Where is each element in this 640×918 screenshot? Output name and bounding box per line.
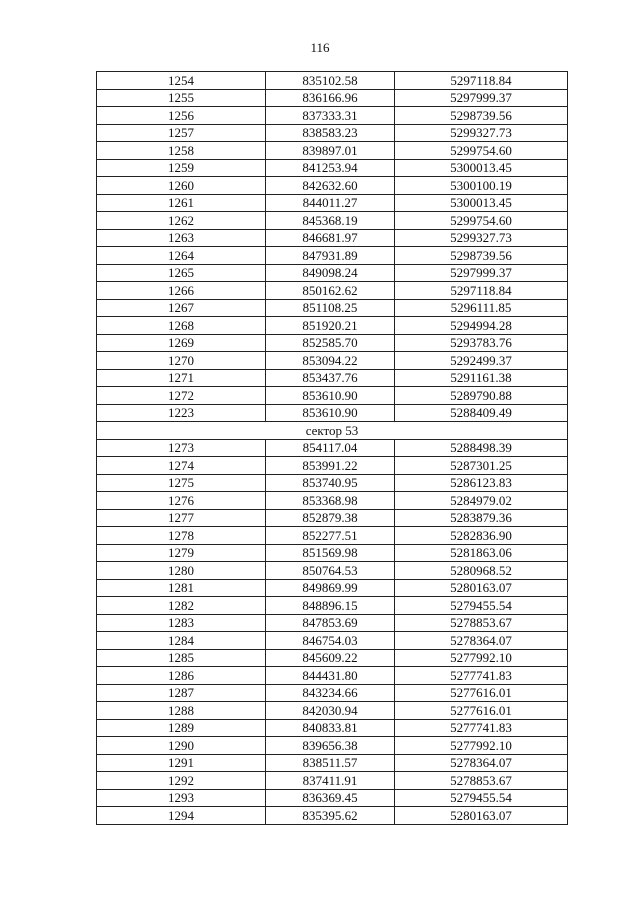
coordinates-table-body: [97, 72, 568, 825]
y-coordinate-cell: 5283879.36: [395, 509, 568, 527]
point-number-cell: 1269: [97, 334, 266, 352]
y-coordinate-cell: 5297118.84: [395, 72, 568, 90]
x-coordinate-cell: 853991.22: [266, 457, 395, 475]
y-coordinate-cell: 5278853.67: [395, 772, 568, 790]
y-coordinate-cell: 5280163.07: [395, 579, 568, 597]
y-coordinate-cell: 5279455.54: [395, 597, 568, 615]
table-row: [97, 177, 568, 195]
point-number-cell: 1291: [97, 754, 266, 772]
x-coordinate-cell: 853437.76: [266, 369, 395, 387]
x-coordinate-cell: 840833.81: [266, 719, 395, 737]
table-row: [97, 807, 568, 825]
x-coordinate-cell: 851108.25: [266, 299, 395, 317]
point-number-cell: 1276: [97, 492, 266, 510]
point-number-cell: 1292: [97, 772, 266, 790]
x-coordinate-cell: 853610.90: [266, 387, 395, 405]
x-coordinate-cell: 853740.95: [266, 474, 395, 492]
x-coordinate-cell: 844011.27: [266, 194, 395, 212]
table-row: [97, 509, 568, 527]
y-coordinate-cell: 5299327.73: [395, 124, 568, 142]
x-coordinate-cell: 847931.89: [266, 247, 395, 265]
x-coordinate-cell: 839656.38: [266, 737, 395, 755]
y-coordinate-cell: 5282836.90: [395, 527, 568, 545]
section-header-row: [97, 422, 568, 440]
table-row: [97, 719, 568, 737]
y-coordinate-cell: 5300013.45: [395, 194, 568, 212]
point-number-cell: 1271: [97, 369, 266, 387]
y-coordinate-cell: 5287301.25: [395, 457, 568, 475]
table-row: [97, 789, 568, 807]
point-number-cell: 1255: [97, 89, 266, 107]
point-number-cell: 1288: [97, 702, 266, 720]
point-number-cell: 1266: [97, 282, 266, 300]
x-coordinate-cell: 853368.98: [266, 492, 395, 510]
point-number-cell: 1260: [97, 177, 266, 195]
table-row: [97, 544, 568, 562]
table-row: [97, 282, 568, 300]
point-number-cell: 1259: [97, 159, 266, 177]
x-coordinate-cell: 852585.70: [266, 334, 395, 352]
x-coordinate-cell: 844431.80: [266, 667, 395, 685]
table-row: [97, 754, 568, 772]
x-coordinate-cell: 838583.23: [266, 124, 395, 142]
x-coordinate-cell: 847853.69: [266, 614, 395, 632]
table-row: [97, 737, 568, 755]
y-coordinate-cell: 5294994.28: [395, 317, 568, 335]
table-row: [97, 387, 568, 405]
table-row: [97, 317, 568, 335]
y-coordinate-cell: 5299754.60: [395, 142, 568, 160]
table-row: [97, 107, 568, 125]
x-coordinate-cell: 851920.21: [266, 317, 395, 335]
x-coordinate-cell: 839897.01: [266, 142, 395, 160]
point-number-cell: 1285: [97, 649, 266, 667]
table-row: [97, 527, 568, 545]
y-coordinate-cell: 5288498.39: [395, 439, 568, 457]
y-coordinate-cell: 5278364.07: [395, 632, 568, 650]
point-number-cell: 1265: [97, 264, 266, 282]
table-row: [97, 299, 568, 317]
y-coordinate-cell: 5293783.76: [395, 334, 568, 352]
table-row: [97, 457, 568, 475]
coordinates-table: [96, 71, 568, 825]
table-row: [97, 614, 568, 632]
y-coordinate-cell: 5300013.45: [395, 159, 568, 177]
x-coordinate-cell: 849869.99: [266, 579, 395, 597]
point-number-cell: 1272: [97, 387, 266, 405]
table-row: [97, 772, 568, 790]
x-coordinate-cell: 849098.24: [266, 264, 395, 282]
table-row: [97, 667, 568, 685]
x-coordinate-cell: 852879.38: [266, 509, 395, 527]
point-number-cell: 1284: [97, 632, 266, 650]
point-number-cell: 1278: [97, 527, 266, 545]
x-coordinate-cell: 846754.03: [266, 632, 395, 650]
y-coordinate-cell: 5277992.10: [395, 649, 568, 667]
x-coordinate-cell: 846681.97: [266, 229, 395, 247]
y-coordinate-cell: 5277616.01: [395, 684, 568, 702]
x-coordinate-cell: 850764.53: [266, 562, 395, 580]
x-coordinate-cell: 848896.15: [266, 597, 395, 615]
section-label: сектор 53: [97, 422, 568, 440]
table-row: [97, 229, 568, 247]
x-coordinate-cell: 853094.22: [266, 352, 395, 370]
x-coordinate-cell: 837411.91: [266, 772, 395, 790]
y-coordinate-cell: 5277616.01: [395, 702, 568, 720]
y-coordinate-cell: 5298739.56: [395, 247, 568, 265]
y-coordinate-cell: 5297999.37: [395, 89, 568, 107]
table-row: [97, 352, 568, 370]
point-number-cell: 1277: [97, 509, 266, 527]
y-coordinate-cell: 5278364.07: [395, 754, 568, 772]
y-coordinate-cell: 5291161.38: [395, 369, 568, 387]
point-number-cell: 1257: [97, 124, 266, 142]
x-coordinate-cell: 842632.60: [266, 177, 395, 195]
y-coordinate-cell: 5277741.83: [395, 719, 568, 737]
x-coordinate-cell: 853610.90: [266, 404, 395, 422]
point-number-cell: 1268: [97, 317, 266, 335]
x-coordinate-cell: 850162.62: [266, 282, 395, 300]
point-number-cell: 1279: [97, 544, 266, 562]
table-row: [97, 264, 568, 282]
y-coordinate-cell: 5286123.83: [395, 474, 568, 492]
y-coordinate-cell: 5288409.49: [395, 404, 568, 422]
table-row: [97, 334, 568, 352]
table-row: [97, 702, 568, 720]
table-row: [97, 142, 568, 160]
table-row: [97, 439, 568, 457]
table-row: [97, 72, 568, 90]
y-coordinate-cell: 5284979.02: [395, 492, 568, 510]
table-row: [97, 194, 568, 212]
table-row: [97, 369, 568, 387]
x-coordinate-cell: 854117.04: [266, 439, 395, 457]
y-coordinate-cell: 5297118.84: [395, 282, 568, 300]
point-number-cell: 1263: [97, 229, 266, 247]
point-number-cell: 1261: [97, 194, 266, 212]
x-coordinate-cell: 845609.22: [266, 649, 395, 667]
x-coordinate-cell: 842030.94: [266, 702, 395, 720]
x-coordinate-cell: 852277.51: [266, 527, 395, 545]
table-row: [97, 632, 568, 650]
table-row: [97, 649, 568, 667]
table-row: [97, 597, 568, 615]
table-row: [97, 404, 568, 422]
table-row: [97, 89, 568, 107]
y-coordinate-cell: 5299754.60: [395, 212, 568, 230]
table-row: [97, 159, 568, 177]
point-number-cell: 1223: [97, 404, 266, 422]
point-number-cell: 1275: [97, 474, 266, 492]
point-number-cell: 1286: [97, 667, 266, 685]
table-row: [97, 124, 568, 142]
y-coordinate-cell: 5292499.37: [395, 352, 568, 370]
x-coordinate-cell: 841253.94: [266, 159, 395, 177]
y-coordinate-cell: 5289790.88: [395, 387, 568, 405]
table-row: [97, 474, 568, 492]
x-coordinate-cell: 838511.57: [266, 754, 395, 772]
point-number-cell: 1293: [97, 789, 266, 807]
point-number-cell: 1254: [97, 72, 266, 90]
x-coordinate-cell: 851569.98: [266, 544, 395, 562]
point-number-cell: 1267: [97, 299, 266, 317]
table-row: [97, 684, 568, 702]
y-coordinate-cell: 5297999.37: [395, 264, 568, 282]
point-number-cell: 1264: [97, 247, 266, 265]
x-coordinate-cell: 843234.66: [266, 684, 395, 702]
point-number-cell: 1287: [97, 684, 266, 702]
x-coordinate-cell: 836369.45: [266, 789, 395, 807]
y-coordinate-cell: 5279455.54: [395, 789, 568, 807]
y-coordinate-cell: 5277992.10: [395, 737, 568, 755]
page-number: 116: [310, 40, 330, 55]
point-number-cell: 1294: [97, 807, 266, 825]
x-coordinate-cell: 835102.58: [266, 72, 395, 90]
point-number-cell: 1280: [97, 562, 266, 580]
table-row: [97, 212, 568, 230]
table-row: [97, 492, 568, 510]
table-row: [97, 579, 568, 597]
y-coordinate-cell: 5277741.83: [395, 667, 568, 685]
y-coordinate-cell: 5280163.07: [395, 807, 568, 825]
point-number-cell: 1262: [97, 212, 266, 230]
table-row: [97, 562, 568, 580]
x-coordinate-cell: 835395.62: [266, 807, 395, 825]
table-row: [97, 247, 568, 265]
point-number-cell: 1270: [97, 352, 266, 370]
x-coordinate-cell: 836166.96: [266, 89, 395, 107]
point-number-cell: 1283: [97, 614, 266, 632]
y-coordinate-cell: 5281863.06: [395, 544, 568, 562]
point-number-cell: 1282: [97, 597, 266, 615]
point-number-cell: 1274: [97, 457, 266, 475]
point-number-cell: 1290: [97, 737, 266, 755]
point-number-cell: 1281: [97, 579, 266, 597]
y-coordinate-cell: 5300100.19: [395, 177, 568, 195]
x-coordinate-cell: 845368.19: [266, 212, 395, 230]
point-number-cell: 1289: [97, 719, 266, 737]
point-number-cell: 1256: [97, 107, 266, 125]
point-number-cell: 1258: [97, 142, 266, 160]
x-coordinate-cell: 837333.31: [266, 107, 395, 125]
y-coordinate-cell: 5280968.52: [395, 562, 568, 580]
point-number-cell: 1273: [97, 439, 266, 457]
y-coordinate-cell: 5298739.56: [395, 107, 568, 125]
y-coordinate-cell: 5296111.85: [395, 299, 568, 317]
y-coordinate-cell: 5278853.67: [395, 614, 568, 632]
y-coordinate-cell: 5299327.73: [395, 229, 568, 247]
